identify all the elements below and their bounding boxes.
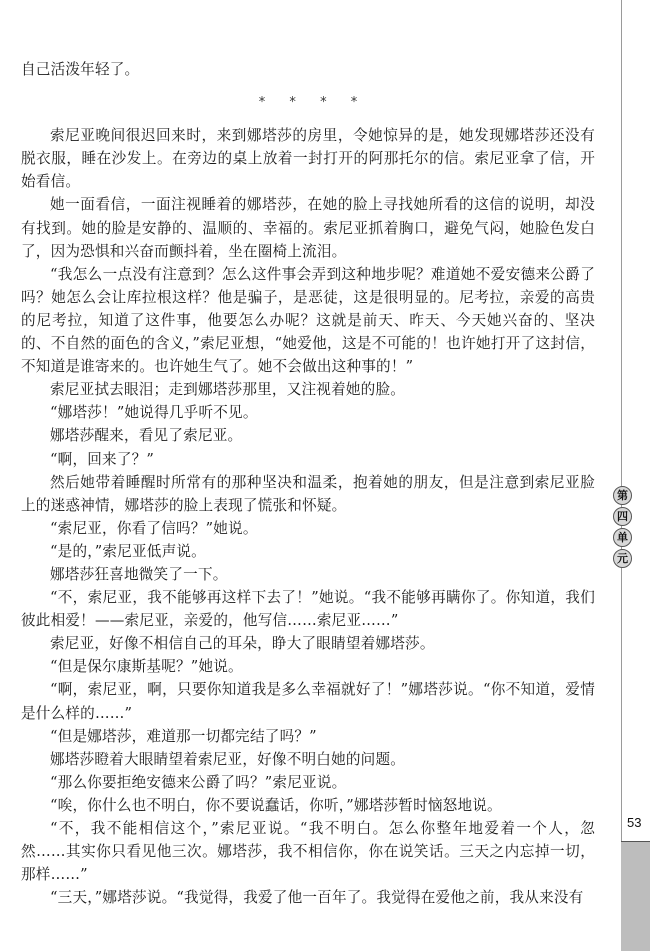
paragraph: “索尼亚，你看了信吗？”她说。 bbox=[50, 519, 258, 537]
unit-badge-char: 第 bbox=[613, 486, 632, 505]
asterisk: * bbox=[350, 95, 358, 111]
paragraph: 娜塔莎狂喜地微笑了一下。 bbox=[50, 565, 228, 583]
unit-badge-char: 元 bbox=[613, 549, 632, 568]
paragraph: 自己活泼年轻了。 bbox=[21, 61, 140, 78]
paragraph: “不，索尼亚，我不能够再这样下去了！”她说。“我不能够再瞒你了。你知道，我们彼此相爱！——索尼亚，亲爱的，他写信……索尼亚……” bbox=[21, 589, 595, 630]
asterisk: * bbox=[320, 95, 327, 111]
paragraph: “唉，你什么也不明白，你不要说蠢话，你听，”娜塔莎暂时恼怒地说。 bbox=[50, 796, 502, 814]
paragraph: “啊，索尼亚，啊，只要你知道我是多么幸福就好了！”娜塔莎说。“你不知道，爱情是什么样的……” bbox=[21, 681, 595, 722]
page-number: 53 bbox=[627, 815, 642, 830]
unit-badge-char: 四 bbox=[613, 507, 632, 526]
asterisk: * bbox=[289, 95, 296, 111]
paragraph: “啊，回来了？” bbox=[50, 450, 155, 468]
margin-rule bbox=[621, 0, 622, 950]
paragraph: 娜塔莎醒来，看见了索尼亚。 bbox=[50, 427, 243, 445]
paragraph: “那么你要拒绝安德来公爵了吗？”索尼亚说。 bbox=[50, 773, 347, 791]
asterisk: * bbox=[258, 95, 266, 111]
paragraph: 她一面看信，一面注视睡着的娜塔莎，在她的脸上寻找她所看的这信的说明，却没有找到。她的脸是安静的、温顺的、幸福的。索尼亚抓着胸口，避免气闷，她脸色发白了，因为恐惧和兴奋而颤抖着，坐在圈椅上流泪。 bbox=[21, 196, 595, 260]
paragraph: “不，我不能相信这个，”索尼亚说。“我不明白。怎么你整年地爱着一个人，忽然……其实你只看见他三次。娜塔莎，我不相信你，你在说笑话。三天之内忘掉一切，那样……” bbox=[21, 820, 595, 884]
paragraph: “但是娜塔莎，难道那一切都完结了吗？” bbox=[50, 727, 317, 745]
paragraph: “三天，”娜塔莎说。“我觉得，我爱了他一百年了。我觉得在爱他之前，我从来没有 bbox=[50, 889, 584, 907]
paragraph: 索尼亚晚间很迟回来时，来到娜塔莎的房里，令她惊异的是，她发现娜塔莎还没有脱衣服，睡在沙发上。在旁边的桌上放着一封打开的阿那托尔的信。索尼亚拿了信，开始看信。 bbox=[21, 127, 595, 191]
section-separator bbox=[21, 91, 595, 114]
unit-label-badges bbox=[612, 486, 632, 570]
paragraph: 然后她带着睡醒时所常有的那种坚决和温柔，抱着她的朋友，但是注意到索尼亚脸上的迷惑神情，娜塔莎的脸上表现了慌张和怀疑。 bbox=[21, 473, 595, 514]
paragraph: 娜塔莎瞪着大眼睛望着索尼亚，好像不明白她的问题。 bbox=[50, 750, 406, 768]
paragraph: “是的，”索尼亚低声说。 bbox=[50, 542, 206, 560]
paragraph: “我怎么一点没有注意到？怎么这件事会弄到这种地步呢？难道她不爱安德来公爵了吗？她怎么会让库拉根这样？他是骗子，是恶徒，这是很明显的。尼考拉，亲爱的高贵的尼考拉，知道了这件事，他要怎么办呢？这就是前天、昨天、今天她兴奋的、坚决的、不自然的面色的含义，”索尼亚想，“她爱他，这是不可能的！也许她打开了这封信，不知道是谁寄来的。也许她生气了。她不会做出这种事的！” bbox=[21, 265, 595, 376]
page-edge-tab bbox=[621, 841, 650, 951]
paragraph: “娜塔莎！”她说得几乎听不见。 bbox=[50, 404, 258, 422]
paragraph: “但是保尔康斯基呢？”她说。 bbox=[50, 658, 243, 676]
paragraph: 索尼亚拭去眼泪；走到娜塔莎那里，又注视着她的脸。 bbox=[50, 381, 406, 399]
unit-badge-char: 单 bbox=[613, 528, 632, 547]
paragraph: 索尼亚，好像不相信自己的耳朵，睁大了眼睛望着娜塔莎。 bbox=[50, 635, 435, 653]
page-body-text bbox=[21, 58, 595, 909]
